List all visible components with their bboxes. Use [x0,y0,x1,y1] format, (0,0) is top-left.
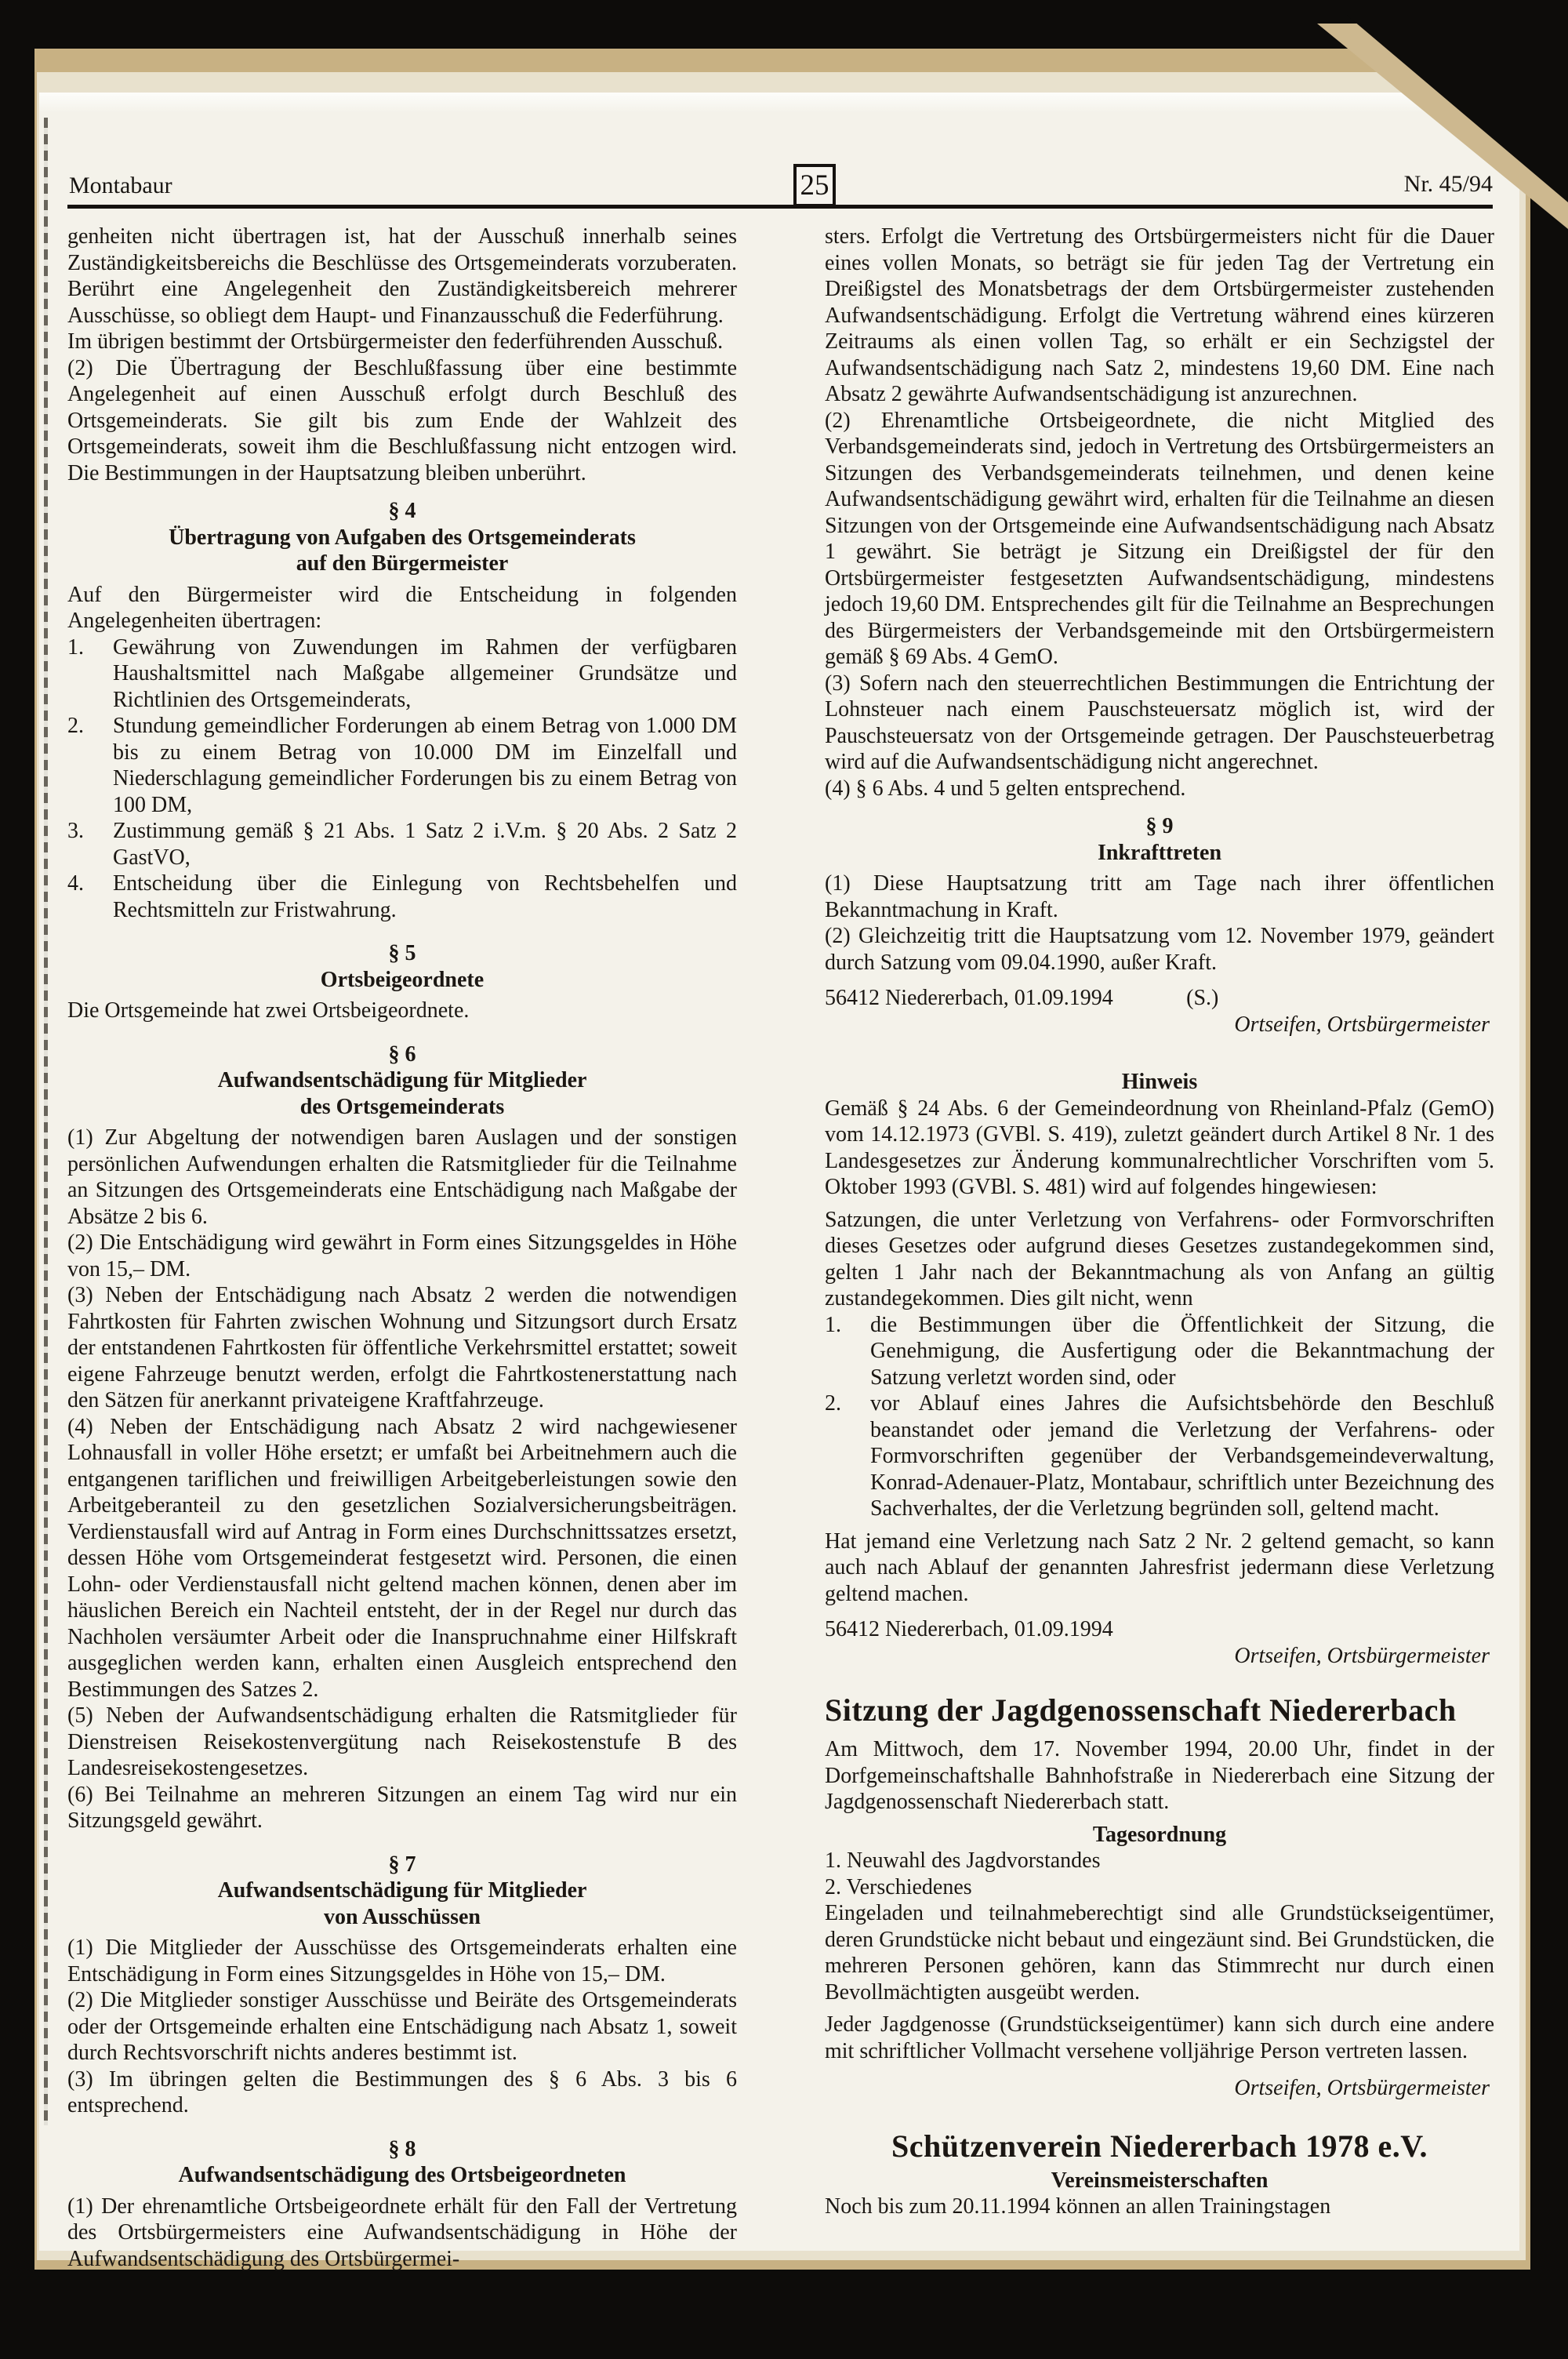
section-title: von Ausschüssen [324,1904,481,1929]
section-title: des Ortsgemeinderats [299,1094,505,1119]
paragraph: Auf den Bürgermeister wird die Entscheidung in folgenden Angelegenheiten übertragen: [67,582,737,633]
signature-name: Ortseifen, Ortsbürgermeister [1234,2076,1490,2100]
signature-place-date: 56412 Niedererbach, 01.09.1994 [825,1617,1113,1641]
paragraph: (6) Bei Teilnahme an mehreren Sitzungen an einem Tag wird nur ein Sitzungsgeld gewährt. [67,1782,737,1833]
signature-row [825,1616,1494,1643]
section-sign: § 5 [388,941,416,965]
paragraph: (4) § 6 Abs. 4 und 5 gelten entsprechend. [825,776,1186,801]
section-title: Übertragung von Aufgaben des Ortsgemeinderats [169,525,636,550]
paragraph: (2) Gleichzeitig tritt die Hauptsatzung vom 12. November 1979, geändert durch Satzung vom 09.04.1990, außer Kraft. [825,924,1494,975]
left-column [67,224,737,2272]
binding-shadow-line [44,118,48,2125]
section-title: auf den Bürgermeister [296,551,509,576]
list-item-text: Gewährung von Zuwendungen im Rahmen der verfügbaren Haushaltsmittel nach Maßgabe allgemeiner Grundsätze und Richtlinien des Ortsgemeinderats, [113,634,737,712]
paragraph: (4) Neben der Entschädigung nach Absatz 2 wird nachgewiesener Lohnausfall in voller Höhe ersetzt; er umfaßt bei Arbeitnehmern auch die entgangenen tariflichen und freiwilligen Arbeitgeberleistungen sowie den Arbeitgeberanteil zu den gesetzlichen Sozialversicherungsbeiträgen. Verdienstausfall wird auf Antrag in Form eines Durchschnittssatzes ersetzt, dessen Höhe vom Ortsgemeinderat festgesetzt wird. Personen, die einen Lohn- oder Verdienstausfall nicht geltend machen können, denen aber im häuslichen Bereich ein Nachteil entsteht, der in der Regel nur durch das Nachholen versäumter Arbeit oder die Inanspruchnahme einer Hilfskraft ausgeglichen werden kann, erhalten einen Ausgleich entsprechend den Bestimmungen des Satzes 2. [67,1414,737,1702]
list-item-number: 3. [67,819,84,843]
header-place: Montabaur [69,173,172,198]
agenda-item: 2. Verschiedenes [825,1874,972,1899]
list-item [825,1390,1494,1522]
paragraph: sters. Erfolgt die Vertretung des Ortsbürgermeisters nicht für die Dauer eines vollen Monats, so beträgt sie für jeden Tag der Vertretung ein Dreißigstel des Monatsbetrags der dem Ortsbürgermeister zustehenden Aufwandsentschädigung. Erfolgt die Vertretung während eines kürzeren Zeitraums als einen vollen Tag, so erhält er ein Sechzigstel der Aufwandsentschädigung nach Satz 2, mindestens 19,60 DM. Eine nach Absatz 2 gewährte Aufwandsentschädigung ist anzurechnen. [825,224,1494,406]
paragraph: Noch bis zum 20.11.1994 können an allen Trainingstagen [825,2194,1331,2219]
paragraph: Eingeladen und teilnahmeberechtigt sind alle Grundstückseigentümer, deren Grundstücke nicht bebaut und eingezäunt sind. Bei Grundstücken, die mehreren Personen gehören, kann das Stimmrecht nur durch einen Bevollmächtigten ausgeübt werden. [825,1901,1494,2005]
paragraph: (1) Die Mitglieder der Ausschüsse des Ortsgemeinderats erhalten eine Entschädigung in Form eines Sitzungsgeldes in Höhe von 15,– DM. [67,1936,737,1986]
list-item-number: 1. [67,634,84,660]
paragraph: Am Mittwoch, dem 17. November 1994, 20.00 Uhr, findet in der Dorfgemeinschaftshalle Bahnhofstraße in Niedererbach eine Sitzung der Jagdgenossenschaft Niedererbach statt. [825,1737,1494,1814]
signature-row [825,985,1494,1012]
notice-title: Hinweis [1121,1070,1198,1094]
list-item [67,871,737,923]
section-title: Ortsbeigeordnete [320,967,485,992]
paragraph: Im übrigen bestimmt der Ortsbürgermeister den federführenden Ausschuß. [67,329,724,354]
agenda-item: 1. Neuwahl des Jagdvorstandes [825,1848,1101,1873]
section-sign: § 6 [388,1041,416,1067]
list-item-number: 2. [67,714,84,738]
list-item-number: 2. [825,1391,841,1416]
list-item-text: die Bestimmungen über die Öffentlichkeit der Sitzung, die Genehmigung, die Ausfertigung oder die Bekanntmachung der Satzung verletzt worden sind, oder [870,1312,1494,1390]
section-title: Inkrafttreten [1097,840,1222,865]
paragraph: Hat jemand eine Verletzung nach Satz 2 Nr. 2 geltend gemacht, so kann auch nach Ablauf der genannten Jahresfrist jedermann diese Verletzung geltend machen. [825,1528,1494,1606]
article-subtitle: Vereinsmeisterschaften [1051,2168,1269,2193]
paragraph: genheiten nicht übertragen ist, hat der Ausschuß innerhalb seines Zuständigkeitsbereichs die Beschlüsse des Ortsgemeinderats vorzuberaten. Berührt eine Angelegenheit den Zuständigkeitsbereich mehrerer Ausschüsse, so obliegt dem Haupt- und Finanzausschuß die Federführung. [67,224,737,328]
paragraph: Die Ortsgemeinde hat zwei Ortsbeigeordnete. [67,998,470,1023]
list-item-text: Stundung gemeindlicher Forderungen ab einem Betrag von 1.000 DM bis zu einem Betrag von 10.000 DM im Einzelfall und Niederschlagung gemeindlicher Forderungen bis zu einem Betrag von 100 DM, [113,714,737,817]
paragraph: (5) Neben der Aufwandsentschädigung erhalten die Ratsmitglieder für Dienstreisen Reisekostenvergütung nach Reisekostenstufe B des Landesreisekostengesetzes. [67,1703,737,1780]
list-item-text: Zustimmung gemäß § 21 Abs. 1 Satz 2 i.V.m. § 20 Abs. 2 Satz 2 GastVO, [113,819,737,870]
signature-name: Ortseifen, Ortsbürgermeister [1234,1012,1490,1037]
agenda-title: Tagesordnung [1092,1822,1227,1847]
paragraph: (3) Neben der Entschädigung nach Absatz 2 werden die notwendigen Fahrtkosten für Fahrten zwischen Wohnung und Sitzungsort durch Ersatz der entstandenen Fahrtkosten für öffentliche Verkehrsmittel erstattet; soweit eigene Fahrzeuge benutzt werden, erfolgt die Fahrtkostenerstattung nach den Sätzen für anerkannt privateigene Kraftfahrzeuge. [67,1283,737,1412]
paragraph: (2) Die Übertragung der Beschlußfassung über eine bestimmte Angelegenheit auf einen Ausschuß erfolgt durch Beschluß des Ortsgemeinderats. Sie gilt bis zum Ende der Wahlzeit des Ortsgemeinderats, soweit ihm die Beschlußfassung nicht entzogen wird. Die Bestimmungen in der Hauptsatzung bleiben unberührt. [67,355,737,485]
section-sign: § 9 [1145,814,1174,838]
list-item [67,634,737,714]
paragraph: (3) Sofern nach den steuerrechtlichen Bestimmungen die Entrichtung der Lohnsteuer nach einem Pauschsteuersatz möglich ist, wird der Pauschsteuersatz von der Ortsgemeinde getragen. Der Pauschsteuerbetrag wird auf die Aufwandsentschädigung nicht angerechnet. [825,671,1494,774]
list-item-text: Entscheidung über die Einlegung von Rechtsbehelfen und Rechtsmitteln zur Fristwahrung. [113,871,737,922]
paragraph: Satzungen, die unter Verletzung von Verfahrens- oder Formvorschriften dieses Gesetzes oder aufgrund dieses Gesetzes zustandegekommen sind, gelten 1 Jahr nach der Bekanntmachung als von Anfang an gültig zustandegekommen. Dies gilt nicht, wenn [825,1207,1494,1310]
article-title-schuetzenverein: Schützenverein Niedererbach 1978 e.V. [891,2128,1428,2164]
section-title: Aufwandsentschädigung für Mitglieder [217,1068,587,1092]
list-item-number: 4. [67,871,84,896]
header-issue-number: Nr. 45/94 [1403,171,1493,197]
paragraph: (1) Diese Hauptsatzung tritt am Tage nach ihrer öffentlichen Bekanntmachung in Kraft. [825,871,1494,922]
page-top-sheen [39,93,1519,113]
paragraph: (2) Die Entschädigung wird gewährt in Form eines Sitzungsgeldes in Höhe von 15,– DM. [67,1230,737,1281]
paragraph: (3) Im übringen gelten die Bestimmungen des § 6 Abs. 3 bis 6 entsprechend. [67,2066,737,2117]
list-item-text: vor Ablauf eines Jahres die Aufsichtsbehörde den Beschluß beanstandet oder jemand die Verletzung der Verfahrens- oder Formvorschriften gegenüber der Verbandsgemeindeverwaltung, Konrad-Adenauer-Platz, Montabaur, schriftlich unter Bezeichnung des Sachverhaltes, der die Verletzung begründen soll, geltend macht. [870,1391,1494,1521]
paragraph: Jeder Jagdgenosse (Grundstückseigentümer) kann sich durch eine andere mit schriftlicher Vollmacht versehene volljährige Person vertreten lassen. [825,2012,1494,2063]
list-item [67,818,737,871]
page-number: 25 [800,169,829,202]
header-rule [67,205,1493,209]
section-sign: § 4 [388,499,416,523]
list-item [825,1312,1494,1391]
signature-name: Ortseifen, Ortsbürgermeister [1234,1643,1490,1668]
seal-mark: (S.) [1186,986,1219,1010]
page-number-box [793,164,836,207]
paragraph: (1) Zur Abgeltung der notwendigen baren Auslagen und der sonstigen persönlichen Aufwendungen erhalten die Ratsmitglieder für die Teilnahme an Sitzungen des Ortsgemeinderats eine Entschädigung nach Maßgabe der Absätze 2 bis 6. [67,1125,737,1229]
right-column [825,224,1494,2220]
paragraph: (1) Der ehrenamtliche Ortsbeigeordnete erhält für den Fall der Vertretung des Ortsbürgermeisters eine Aufwandsentschädigung in Höhe der Aufwandsentschädigung des Ortsbürgermei- [67,2194,737,2271]
signature-place-date: 56412 Niedererbach, 01.09.1994 [825,986,1113,1010]
paragraph: (2) Die Mitglieder sonstiger Ausschüsse und Beiräte des Ortsgemeinderats oder der Ortsgemeinde erhalten eine Entschädigung nach Absatz 1, soweit durch Rechtsvorschrift nichts anderes bestimmt ist. [67,1988,737,2065]
article-title-jagdgenossenschaft: Sitzung der Jagdgenossenschaft Niedererbach [825,1692,1457,1728]
section-title: Aufwandsentschädigung für Mitglieder [217,1878,587,1903]
section-title: Aufwandsentschädigung des Ortsbeigeordneten [178,2163,626,2187]
list-item [67,713,737,818]
section-sign: § 7 [388,1852,416,1877]
section-sign: § 8 [388,2136,416,2161]
paragraph: (2) Ehrenamtliche Ortsbeigeordnete, die nicht Mitglied des Verbandsgemeinderats sind, jedoch in Vertretung des Ortsbürgermeisters an Sitzungen des Verbandsgemeinderats teilnehmen, und denen keine Aufwandsentschädigung gewährt wird, erhalten für die Teilnahme an diesen Sitzungen von der Ortsgemeinde eine Aufwandsentschädigung nach Absatz 1 gewährt. Sie beträgt je Sitzung ein Dreißigstel der für den Ortsbürgermeister festgesetzten Aufwandsentschädigung, mindestens jedoch 19,60 DM. Entsprechendes gilt für die Teilnahme an Besprechungen des Bürgermeisters der Verbandsgemeinde mit den Ortsbürgermeistern gemäß § 69 Abs. 4 GemO. [825,408,1494,669]
list-item-number: 1. [825,1312,841,1337]
paragraph: Gemäß § 24 Abs. 6 der Gemeindeordnung von Rheinland-Pfalz (GemO) vom 14.12.1973 (GVBl. S. 419), zuletzt geändert durch Artikel 8 Nr. 1 des Landesgesetzes zur Änderung kommunalrechtlicher Vorschriften vom 5. Oktober 1993 (GVBl. S. 481) wird auf folgendes hingewiesen: [825,1096,1494,1199]
